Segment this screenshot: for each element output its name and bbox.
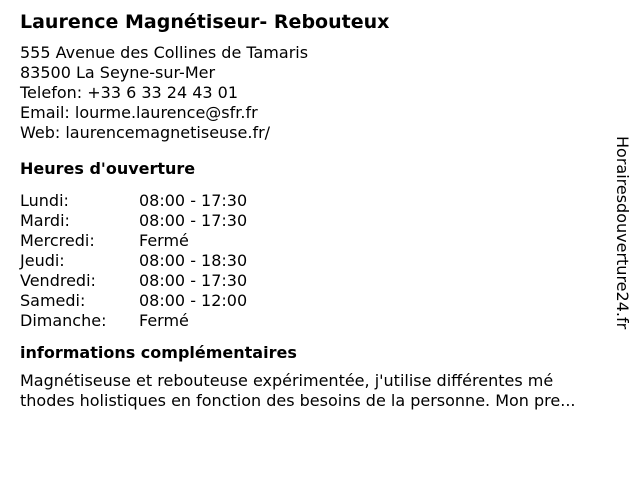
day-label: Dimanche: (20, 311, 107, 330)
time-value: 08:00 - 12:00 (139, 291, 248, 310)
phone-number[interactable]: Telefon: +33 6 33 24 43 01 (20, 83, 239, 102)
day-label: Jeudi: (20, 251, 65, 270)
site-brand-vertical: Horairesdouverture24.fr (613, 136, 632, 330)
additional-info-text (20, 371, 625, 411)
info-line: Magnétiseuse et rebouteuse expérimentée, j'utilise différentes mé (20, 371, 554, 390)
hours-row-monday (20, 191, 610, 211)
hours-row-tuesday (20, 211, 610, 231)
time-value: Fermé (139, 311, 189, 330)
hours-row-saturday (20, 291, 610, 311)
business-card (20, 10, 610, 411)
time-value: 08:00 - 18:30 (139, 251, 248, 270)
day-label: Mardi: (20, 211, 70, 230)
contact-block (20, 43, 610, 143)
time-value: 08:00 - 17:30 (139, 211, 248, 230)
time-value: Fermé (139, 231, 189, 250)
hours-row-friday (20, 271, 610, 291)
website-url[interactable]: Web: laurencemagnetiseuse.fr/ (20, 123, 271, 142)
additional-info-heading: informations complémentaires (20, 343, 297, 362)
day-label: Samedi: (20, 291, 86, 310)
time-value: 08:00 - 17:30 (139, 191, 248, 210)
address-street: 555 Avenue des Collines de Tamaris (20, 43, 309, 62)
opening-hours-table (20, 191, 610, 331)
info-line: thodes holistiques en fonction des besoins de la personne. Mon pre... (20, 391, 576, 410)
opening-hours-heading: Heures d'ouverture (20, 159, 196, 178)
hours-row-thursday (20, 251, 610, 271)
day-label: Mercredi: (20, 231, 95, 250)
day-label: Lundi: (20, 191, 69, 210)
address-city: 83500 La Seyne-sur-Mer (20, 63, 216, 82)
time-value: 08:00 - 17:30 (139, 271, 248, 290)
day-label: Vendredi: (20, 271, 96, 290)
hours-row-sunday (20, 311, 610, 331)
hours-row-wednesday (20, 231, 610, 251)
business-name: Laurence Magnétiseur- Rebouteux (20, 11, 390, 33)
email-address[interactable]: Email: lourme.laurence@sfr.fr (20, 103, 258, 122)
